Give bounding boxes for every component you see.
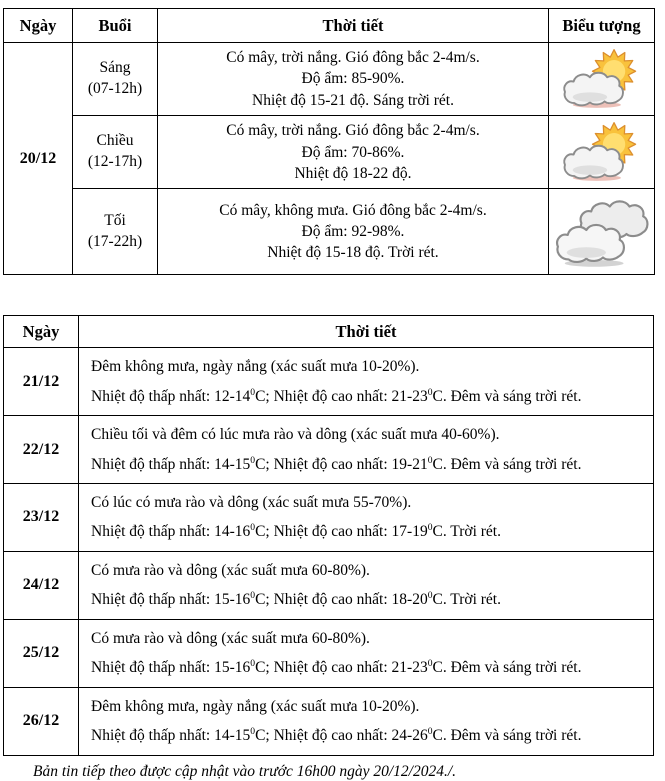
session-name: Tối bbox=[104, 211, 126, 229]
outlook-date-cell: 26/12 bbox=[4, 687, 79, 755]
outlook-desc-cell bbox=[79, 484, 654, 552]
outlook-desc-cell bbox=[79, 687, 654, 755]
forecast-line: Có mưa rào và dông (xác suất mưa 60-80%). bbox=[91, 629, 370, 647]
outlook-row bbox=[4, 416, 654, 484]
sun-behind-cloud-icon bbox=[556, 48, 648, 110]
weather-line: Độ ẩm: 85-90%. bbox=[301, 70, 405, 88]
degree-superscript: 0 bbox=[250, 658, 256, 670]
weather-cell-morning bbox=[158, 43, 549, 116]
outlook-desc-cell bbox=[79, 619, 654, 687]
weather-line: Có mây, trời nắng. Gió đông bắc 2-4m/s. bbox=[226, 49, 480, 66]
session-hours: (12-17h) bbox=[87, 153, 143, 171]
outlook-header-weather: Thời tiết bbox=[79, 316, 654, 348]
session-name: Chiều bbox=[96, 132, 134, 150]
outlook-header-row bbox=[4, 316, 654, 348]
degree-superscript: 0 bbox=[427, 386, 433, 398]
temperature-line: Nhiệt độ thấp nhất: $14-16^0C$; Nhiệt độ cao nhất: $17-19^0C$. Trời rét. bbox=[91, 522, 501, 541]
overcast-clouds-icon bbox=[553, 195, 651, 269]
degree-superscript: 0 bbox=[427, 590, 433, 602]
weather-line: Nhiệt độ 18-22 độ. bbox=[294, 164, 412, 182]
weather-line: Nhiệt độ 15-21 độ. Sáng trời rét. bbox=[252, 91, 454, 109]
outlook-row bbox=[4, 619, 654, 687]
temperature-line: Nhiệt độ thấp nhất: $15-16^0C$; Nhiệt độ cao nhất: $21-23^0C$. Đêm và sáng trời rét. bbox=[91, 658, 582, 677]
sun-behind-cloud-icon bbox=[556, 121, 648, 183]
icon-cell-morning bbox=[549, 43, 655, 116]
weather-line: Có mây, trời nắng. Gió đông bắc 2-4m/s. bbox=[226, 122, 480, 140]
session-name: Sáng bbox=[99, 59, 131, 77]
detail-forecast-table bbox=[3, 8, 655, 275]
degree-superscript: 0 bbox=[250, 725, 256, 737]
outlook-desc-cell bbox=[79, 348, 654, 416]
detail-header-session: Buổi bbox=[73, 9, 158, 43]
outlook-row bbox=[4, 484, 654, 552]
session-cell-morning bbox=[73, 43, 158, 116]
detail-row-afternoon bbox=[4, 116, 655, 189]
outlook-row bbox=[4, 551, 654, 619]
outlook-date-cell: 22/12 bbox=[4, 416, 79, 484]
detail-header-icon: Biểu tượng bbox=[549, 9, 655, 43]
update-notice: Bản tin tiếp theo được cập nhật vào trước 16h00 ngày 20/12/2024./. bbox=[33, 762, 457, 780]
degree-superscript: 0 bbox=[427, 725, 433, 737]
degree-superscript: 0 bbox=[427, 454, 433, 466]
temperature-line: Nhiệt độ thấp nhất: $15-16^0C$; Nhiệt độ cao nhất: $18-20^0C$. Trời rét. bbox=[91, 590, 501, 609]
outlook-row bbox=[4, 687, 654, 755]
outlook-row bbox=[4, 348, 654, 416]
session-hours: (17-22h) bbox=[87, 232, 143, 250]
icon-cell-evening bbox=[549, 189, 655, 275]
session-hours: (07-12h) bbox=[87, 80, 143, 98]
outlook-desc-cell bbox=[79, 416, 654, 484]
detail-date-cell: 20/12 bbox=[4, 43, 73, 275]
temperature-line: Nhiệt độ thấp nhất: $14-15^0C$; Nhiệt độ cao nhất: $24-26^0C$. Đêm và sáng trời rét. bbox=[91, 725, 582, 745]
weather-cell-evening bbox=[158, 189, 549, 275]
outlook-date-cell: 25/12 bbox=[4, 619, 79, 687]
detail-header-weather: Thời tiết bbox=[158, 9, 549, 43]
detail-header-row bbox=[4, 9, 655, 43]
outlook-date-cell: 24/12 bbox=[4, 551, 79, 619]
degree-superscript: 0 bbox=[250, 454, 256, 466]
outlook-desc-cell bbox=[79, 551, 654, 619]
weather-line: Nhiệt độ 15-18 độ. Trời rét. bbox=[267, 244, 439, 262]
detail-row-evening bbox=[4, 189, 655, 275]
degree-superscript: 0 bbox=[427, 658, 433, 670]
weather-line: Độ ẩm: 70-86%. bbox=[301, 143, 405, 161]
detail-header-date: Ngày bbox=[4, 9, 73, 43]
outlook-date-cell: 21/12 bbox=[4, 348, 79, 416]
forecast-line: Có lúc có mưa rào và dông (xác suất mưa 55-70%). bbox=[91, 494, 412, 511]
weather-cell-afternoon bbox=[158, 116, 549, 189]
outlook-forecast-table bbox=[3, 315, 654, 755]
icon-cell-afternoon bbox=[549, 116, 655, 189]
temperature-line: Nhiệt độ thấp nhất: $14-15^0C$; Nhiệt độ cao nhất: $19-21^0C$. Đêm và sáng trời rét. bbox=[91, 454, 582, 473]
forecast-line: Đêm không mưa, ngày nắng (xác suất mưa 10-20%). bbox=[91, 358, 420, 376]
detail-row-morning bbox=[4, 43, 655, 116]
weather-line: Độ ẩm: 92-98%. bbox=[301, 223, 405, 241]
outlook-date-cell: 23/12 bbox=[4, 484, 79, 552]
degree-superscript: 0 bbox=[250, 590, 256, 602]
degree-superscript: 0 bbox=[250, 522, 256, 534]
forecast-line: Đêm không mưa, ngày nắng (xác suất mưa 10-20%). bbox=[91, 697, 420, 715]
outlook-header-date: Ngày bbox=[4, 316, 79, 348]
forecast-line: Chiều tối và đêm có lúc mưa rào và dông (xác suất mưa 40-60%). bbox=[91, 426, 500, 444]
temperature-line: Nhiệt độ thấp nhất: $12-14^0C$; Nhiệt độ cao nhất: $21-23^0C$. Đêm và sáng trời rét. bbox=[91, 386, 582, 405]
session-cell-evening bbox=[73, 189, 158, 275]
weather-line: Có mây, không mưa. Gió đông bắc 2-4m/s. bbox=[219, 201, 487, 219]
forecast-line: Có mưa rào và dông (xác suất mưa 60-80%). bbox=[91, 561, 370, 579]
degree-superscript: 0 bbox=[427, 522, 433, 534]
degree-superscript: 0 bbox=[250, 386, 256, 398]
session-cell-afternoon bbox=[73, 116, 158, 189]
